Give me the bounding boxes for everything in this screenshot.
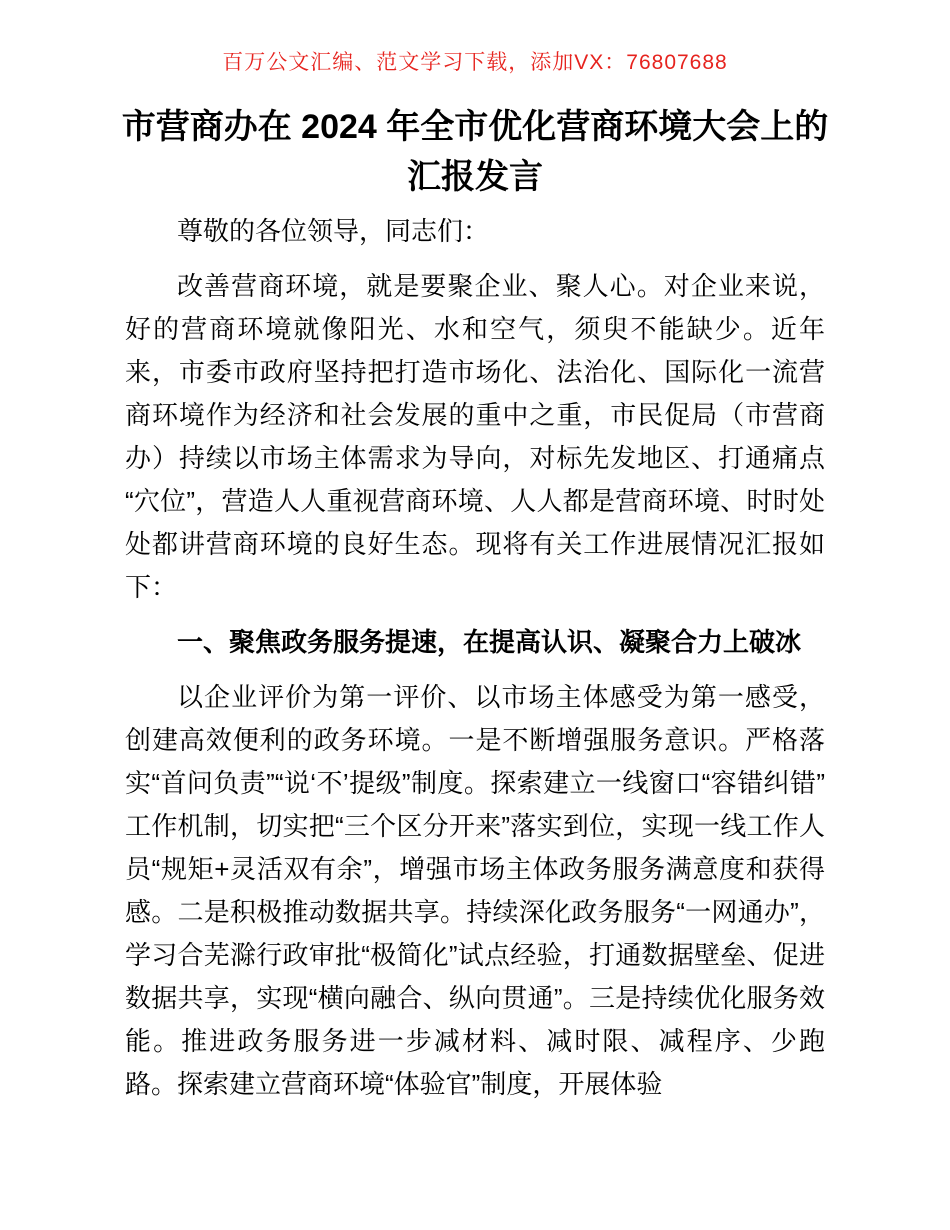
- body-paragraph-1: 改善营商环境，就是要聚企业、聚人心。对企业来说，好的营商环境就像阳光、水和空气，须臾不能缺少。近年来，市委市政府坚持把打造市场化、法治化、国际化一流营商环境作为经济和社会发展的重中之重，市民促局（市营商办）持续以市场主体需求为导向，对标先发地区、打通痛点“穴位”，营造人人重视营商环境、人人都是营商环境、时时处处都讲营商环境的良好生态。现将有关工作进展情况汇报如下：: [125, 271, 825, 602]
- document-body: [125, 210, 825, 1106]
- document-title-line-2: 汇报发言: [407, 158, 543, 196]
- body-paragraph-2: 以企业评价为第一评价、以市场主体感受为第一感受，创建高效便利的政务环境。一是不断增强服务意识。严格落实“首问负责”“说‘不’提级”制度。探索建立一线窗口“容错纠错”工作机制，切实把“三个区分开来”落实到位，实现一线工作人员“规矩+灵活双有余”，增强市场主体政务服务满意度和获得感。二是积极推动数据共享。持续深化政务服务“一网通办”，学习合芜滁行政审批“极简化”试点经验，打通数据壁垒、促进数据共享，实现“横向融合、纵向贯通”。三是持续优化服务效能。推进政务服务进一步减材料、减时限、减程序、少跑路。探索建立营商环境“体验官”制度，开展体验: [125, 682, 825, 1099]
- salutation-paragraph: 尊敬的各位领导，同志们：: [177, 216, 490, 246]
- watermark-notice: 百万公文汇编、范文学习下载，添加VX：76807688: [222, 51, 728, 74]
- document-title: [115, 102, 835, 202]
- document-title-line-1: 市营商办在 2024 年全市优化营商环境大会上的: [121, 108, 829, 146]
- section-heading-1: 一、聚焦政务服务提速，在提高认识、凝聚合力上破冰: [177, 627, 802, 657]
